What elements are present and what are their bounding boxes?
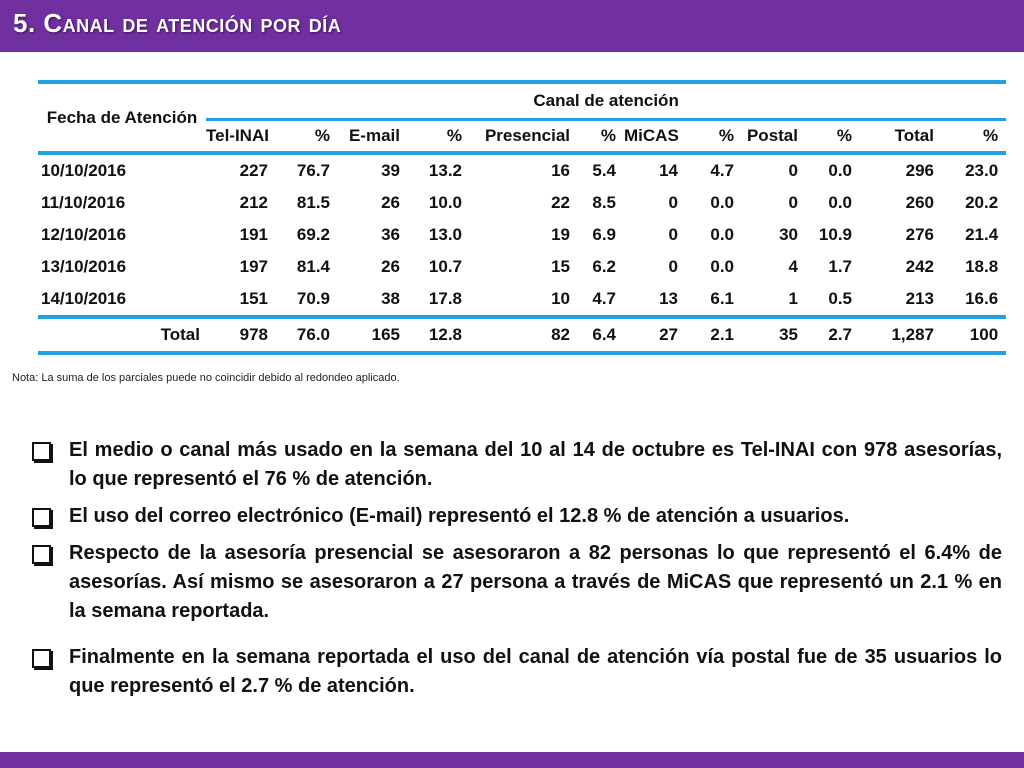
table-cell: 39 — [381, 161, 400, 180]
table-cell: 18.8 — [965, 257, 999, 276]
bullet-text: El uso del correo electrónico (E-mail) representó el 12.8 % de atención a usuarios. — [69, 505, 850, 527]
row-date: 14/10/2016 — [38, 283, 206, 317]
square-bullet-icon — [32, 508, 51, 527]
table-cell: 10.7 — [428, 257, 462, 276]
column-header: % — [578, 120, 624, 154]
table-cell: 8.5 — [592, 193, 616, 212]
total-cell: 100 — [942, 317, 1006, 353]
table-cell: 19 — [551, 225, 570, 244]
table-cell: 260 — [905, 193, 934, 212]
table-cell: 36 — [381, 225, 400, 244]
total-cell: 165 — [338, 317, 408, 353]
bullet-text: El medio o canal más usado en la semana del 10 al 14 de octubre es Tel-INAI con 978 asesorías, lo que representó el 76 % de atención. — [69, 439, 1002, 490]
table-cell: 81.4 — [296, 257, 330, 276]
table-row — [38, 251, 1006, 283]
table-row — [38, 153, 1006, 187]
bullet-text: Respecto de la asesoría presencial se asesoraron a 82 personas lo que representó el 6.4% de asesorías. Así mismo se asesoraron a 27 persona a través de MiCAS que representó un 2.1 % en la semana reportada. — [69, 542, 1002, 622]
table-cell: 0 — [788, 161, 798, 180]
table-cell: 213 — [860, 283, 942, 317]
table-row — [38, 219, 1006, 251]
rounding-note: Nota: La suma de los parciales puede no coincidir debido al redondeo aplicado. — [12, 372, 400, 384]
table-cell: 191 — [239, 225, 268, 244]
table-cell: 6.1 — [686, 283, 742, 317]
column-header: % — [686, 120, 742, 154]
table-cell: 13 — [624, 283, 686, 317]
table-cell: 0 — [788, 193, 798, 212]
column-header: Tel-INAI — [206, 120, 276, 154]
table-cell: 0.0 — [710, 257, 734, 276]
table-cell: 10.0 — [428, 193, 462, 212]
table-cell: 30 — [779, 225, 798, 244]
total-cell: 2.7 — [806, 317, 860, 353]
table-cell: 20.2 — [965, 193, 999, 212]
table-cell: 21.4 — [965, 225, 999, 244]
table-cell: 70.9 — [276, 283, 338, 317]
table-cell: 81.5 — [296, 193, 330, 212]
table-cell: 4.7 — [710, 161, 734, 180]
slide-title: 5. Canal de atención por día — [13, 8, 342, 38]
table-cell: 1.7 — [828, 257, 852, 276]
total-cell: 978 — [206, 317, 276, 353]
table-cell: 197 — [239, 257, 268, 276]
column-header: E-mail — [338, 120, 408, 154]
table-cell: 26 — [381, 193, 400, 212]
channel-group-header: Canal de atención — [206, 82, 1006, 120]
table-cell: 4 — [788, 257, 798, 276]
table-cell: 10 — [470, 283, 578, 317]
total-cell: 12.8 — [408, 317, 470, 353]
column-header: % — [276, 120, 338, 154]
table-cell: 5.4 — [592, 161, 616, 180]
table-cell: 38 — [338, 283, 408, 317]
table-cell: 0.0 — [710, 193, 734, 212]
table-cell: 14 — [659, 161, 678, 180]
square-bullet-icon — [32, 649, 51, 668]
table-cell: 15 — [551, 257, 570, 276]
table-row — [38, 187, 1006, 219]
table-cell: 0 — [668, 225, 678, 244]
table-cell: 0.5 — [806, 283, 860, 317]
table-cell: 0 — [668, 193, 678, 212]
table-cell: 17.8 — [408, 283, 470, 317]
total-cell: 1,287 — [860, 317, 942, 353]
table-cell: 0 — [668, 257, 678, 276]
table-cell: 276 — [905, 225, 934, 244]
column-header: % — [942, 120, 1006, 154]
date-column-header: Fecha de Atención — [38, 82, 206, 153]
square-bullet-icon — [32, 545, 51, 564]
bullet-list — [32, 436, 1002, 701]
square-bullet-icon — [32, 442, 51, 461]
row-date: 10/10/2016 — [41, 161, 127, 180]
table-cell: 1 — [742, 283, 806, 317]
table-cell: 23.0 — [965, 161, 999, 180]
table-cell: 76.7 — [296, 161, 330, 180]
total-label: Total — [38, 317, 206, 353]
attention-channel-table — [38, 80, 1006, 355]
table-cell: 6.2 — [592, 257, 616, 276]
total-row — [38, 317, 1006, 353]
total-cell: 82 — [470, 317, 578, 353]
title-banner — [0, 0, 1024, 52]
bullet-item — [32, 436, 1002, 494]
table-cell: 0.0 — [828, 161, 852, 180]
table-cell: 22 — [551, 193, 570, 212]
total-cell: 27 — [624, 317, 686, 353]
table-cell: 212 — [239, 193, 268, 212]
table-cell: 6.9 — [592, 225, 616, 244]
table-cell: 296 — [905, 161, 934, 180]
table-cell: 16 — [551, 161, 570, 180]
bullet-text: Finalmente en la semana reportada el uso del canal de atención vía postal fue de 35 usuarios lo que representó el 2.7 % de atención. — [69, 646, 1002, 697]
column-header: MiCAS — [624, 120, 686, 154]
bullet-item — [32, 643, 1002, 701]
row-date: 13/10/2016 — [41, 257, 127, 276]
column-header: Postal — [742, 120, 806, 154]
table-cell: 4.7 — [578, 283, 624, 317]
table-cell: 26 — [381, 257, 400, 276]
row-date: 12/10/2016 — [41, 225, 127, 244]
table-cell: 10.9 — [818, 225, 852, 244]
table-cell: 242 — [905, 257, 934, 276]
total-cell: 2.1 — [686, 317, 742, 353]
bullet-item — [32, 539, 1002, 626]
table-cell: 16.6 — [942, 283, 1006, 317]
table-cell: 0.0 — [828, 193, 852, 212]
total-cell: 6.4 — [578, 317, 624, 353]
column-header: % — [408, 120, 470, 154]
total-cell: 35 — [742, 317, 806, 353]
total-cell: 76.0 — [276, 317, 338, 353]
table-cell: 69.2 — [296, 225, 330, 244]
footer-bar — [0, 752, 1024, 768]
table-row — [38, 283, 1006, 317]
row-date: 11/10/2016 — [41, 193, 126, 212]
bullet-item — [32, 502, 1002, 531]
table-cell: 13.0 — [428, 225, 462, 244]
table-cell: 227 — [239, 161, 268, 180]
table-cell: 0.0 — [710, 225, 734, 244]
column-header: Presencial — [470, 120, 578, 154]
column-header: % — [806, 120, 860, 154]
column-header: Total — [860, 120, 942, 154]
table-cell: 13.2 — [428, 161, 462, 180]
table-cell: 151 — [206, 283, 276, 317]
